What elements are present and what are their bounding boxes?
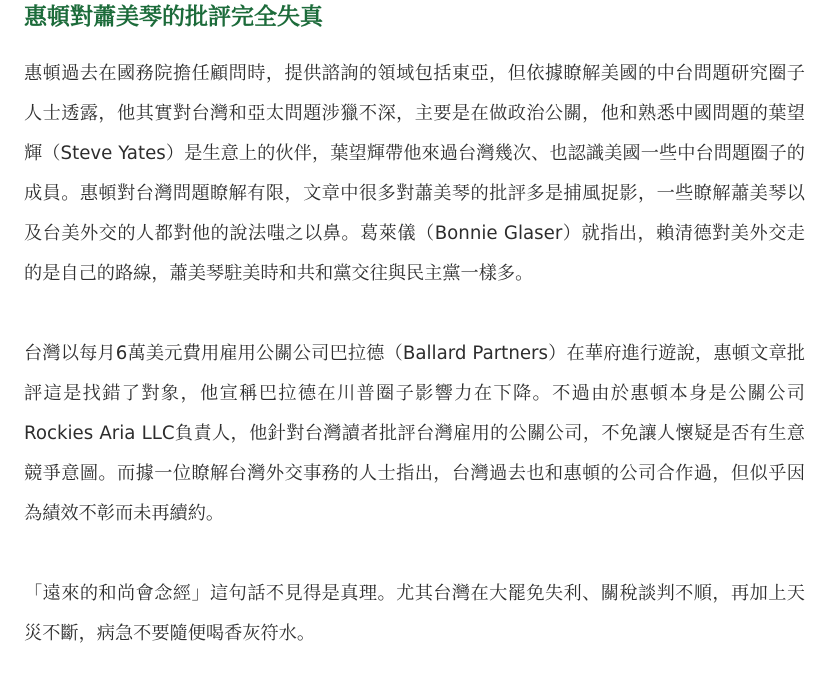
paragraph-3: 「遠來的和尚會念經」這句話不見得是真理。尤其台灣在大罷免失利、關稅談判不順，再加上天災不斷，病急不要隨便喝香灰符水。 bbox=[24, 583, 805, 644]
paragraph-2: 台灣以每月6萬美元費用雇用公關公司巴拉德（Ballard Partners）在華府進行遊說，惠頓文章批評這是找錯了對象，他宣稱巴拉德在川普圈子影響力在下降。不過由於惠頓本身是公關公司Rockies Aria LLC負責人，他針對台灣讀者批評台灣雇用的公關公司，不免讓人懷疑是否有生意競爭意圖。而據一位瞭解台灣外交事務的人士指出，台灣過去也和惠頓的公司合作過，但似乎因為績效不彰而未再續約。 bbox=[24, 343, 805, 524]
paragraph-spacer bbox=[24, 294, 805, 334]
paragraph-1: 惠頓過去在國務院擔任顧問時，提供諮詢的領域包括東亞，但依據瞭解美國的中台問題研究圈子人士透露，他其實對台灣和亞太問題涉獵不深，主要是在做政治公關，他和熟悉中國問題的葉望輝（Steve Yates）是生意上的伙伴，葉望輝帶他來過台灣幾次、也認識美國一些中台問題圈子的成員。惠頓對台灣問題瞭解有限，文章中很多對蕭美琴的批評多是捕風捉影，一些瞭解蕭美琴以及台美外交的人都對他的說法嗤之以鼻。葛萊儀（Bonnie Glaser）就指出，賴清德對美外交走的是自己的路線，蕭美琴駐美時和共和黨交往與民主黨一樣多。 bbox=[24, 63, 805, 284]
paragraph-spacer bbox=[24, 534, 805, 574]
article-heading: 惠頓對蕭美琴的批評完全失真 bbox=[24, 4, 323, 30]
